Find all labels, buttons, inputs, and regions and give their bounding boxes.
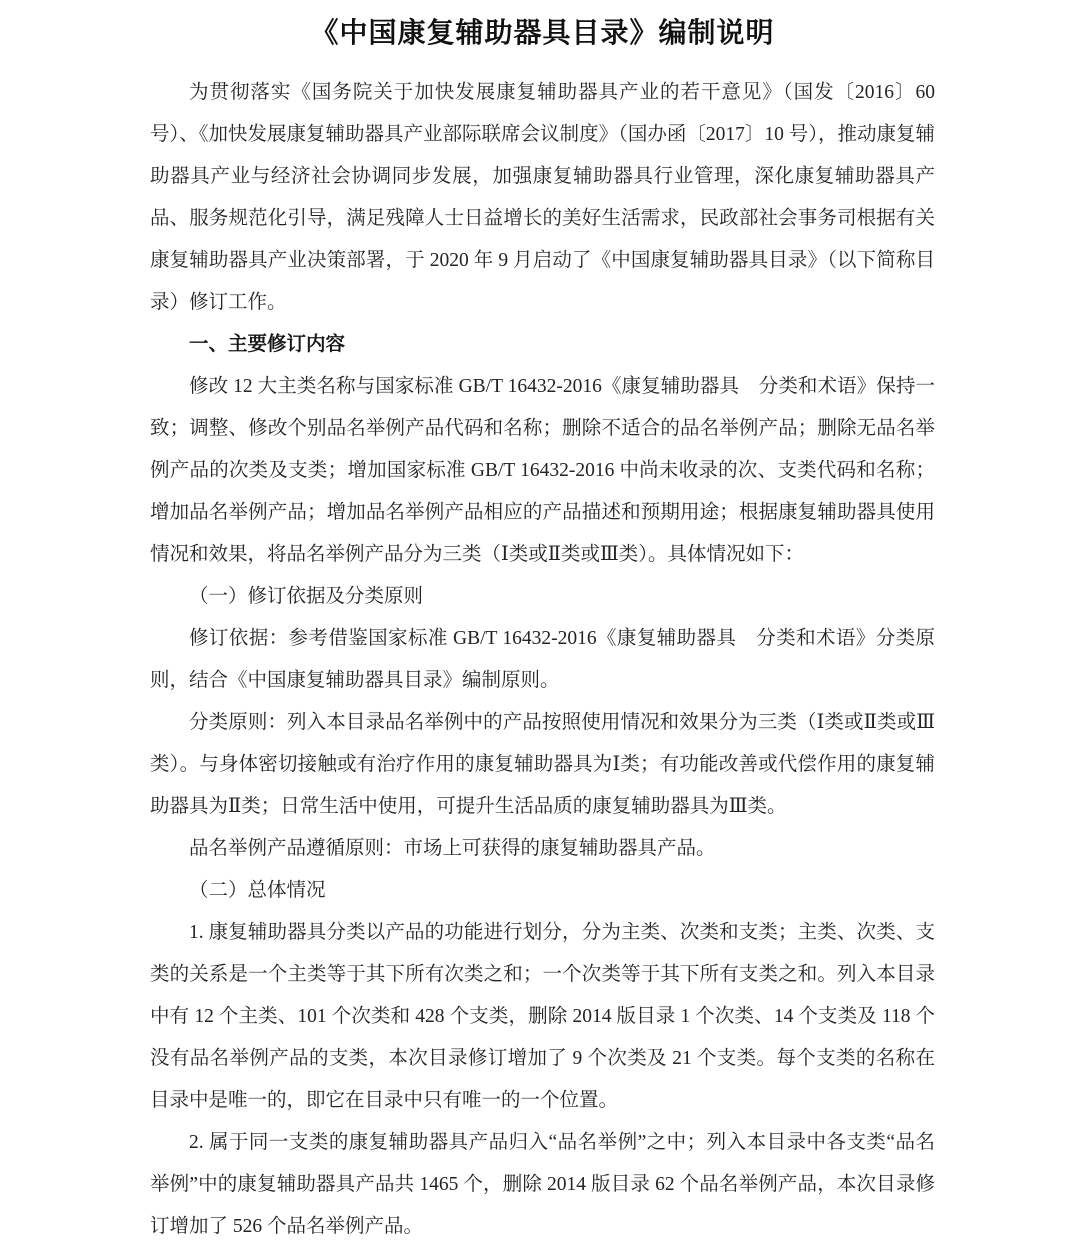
paragraph-intro: 为贯彻落实《国务院关于加快发展康复辅助器具产业的若干意见》（国发〔2016〕60 号）、《加快发展康复辅助器具产业部际联席会议制度》（国办函〔2017〕10 号），推动康复辅助器具产业与经济社会协调同步发展，加强康复辅助器具行业管理，深化康复辅助器具产品、服务规范化引导，满足残障人士日益增长的美好生活需求，民政部社会事务司根据有关康复辅助器具产业决策部署，于 2020 年 9 月启动了《中国康复辅助器具目录》（以下简称目录）修订工作。 [150, 82, 935, 313]
paragraph-revision-summary: 修改 12 大主类名称与国家标准 GB/T 16432-2016《康复辅助器具 分类和术语》保持一致；调整、修改个别品名举例产品代码和名称；删除不适合的品名举例产品；删除无品名举例产品的次类及支类；增加国家标准 GB/T 16432-2016 中尚未收录的次、支类代码和名称；增加品名举例产品；增加品名举例产品相应的产品描述和预期用途；根据康复辅助器具使用情况和效果，将品名举例产品分为三类（Ⅰ类或Ⅱ类或Ⅲ类）。具体情况如下： [150, 376, 935, 565]
paragraph-revision-basis: 修订依据：参考借鉴国家标准 GB/T 16432-2016《康复辅助器具 分类和术语》分类原则，结合《中国康复辅助器具目录》编制原则。 [150, 628, 935, 691]
paragraph-classification-principle: 分类原则：列入本目录品名举例中的产品按照使用情况和效果分为三类（Ⅰ类或Ⅱ类或Ⅲ类）。与身体密切接触或有治疗作用的康复辅助器具为Ⅰ类；有功能改善或代偿作用的康复辅助器具为Ⅱ类；日常生活中使用，可提升生活品质的康复辅助器具为Ⅲ类。 [150, 712, 935, 817]
subsection-heading-basis-and-principles: （一）修订依据及分类原则 [189, 586, 424, 607]
paragraph-overall-point-2: 2. 属于同一支类的康复辅助器具产品归入“品名举例”之中；列入本目录中各支类“品名举例”中的康复辅助器具产品共 1465 个，删除 2014 版目录 62 个品名举例产品，本次目录修订增加了 526 个品名举例产品。 [150, 1132, 935, 1237]
paragraph-overall-point-1: 1. 康复辅助器具分类以产品的功能进行划分，分为主类、次类和支类；主类、次类、支类的关系是一个主类等于其下所有次类之和；一个次类等于其下所有支类之和。列入本目录中有 12 个主类、101 个次类和 428 个支类，删除 2014 版目录 1 个次类、14 个支类及 118 个没有品名举例产品的支类，本次目录修订增加了 9 个次类及 21 个支类。每个支类的名称在目录中是唯一的，即它在目录中只有唯一的一个位置。 [150, 922, 935, 1111]
subsection-heading-overall-situation: （二）总体情况 [189, 880, 326, 901]
paragraph-product-example-principle: 品名举例产品遵循原则：市场上可获得的康复辅助器具产品。 [189, 838, 716, 859]
document-title: 《中国康复辅助器具目录》编制说明 [310, 18, 775, 49]
section-heading-main-revisions: 一、主要修订内容 [189, 334, 346, 355]
